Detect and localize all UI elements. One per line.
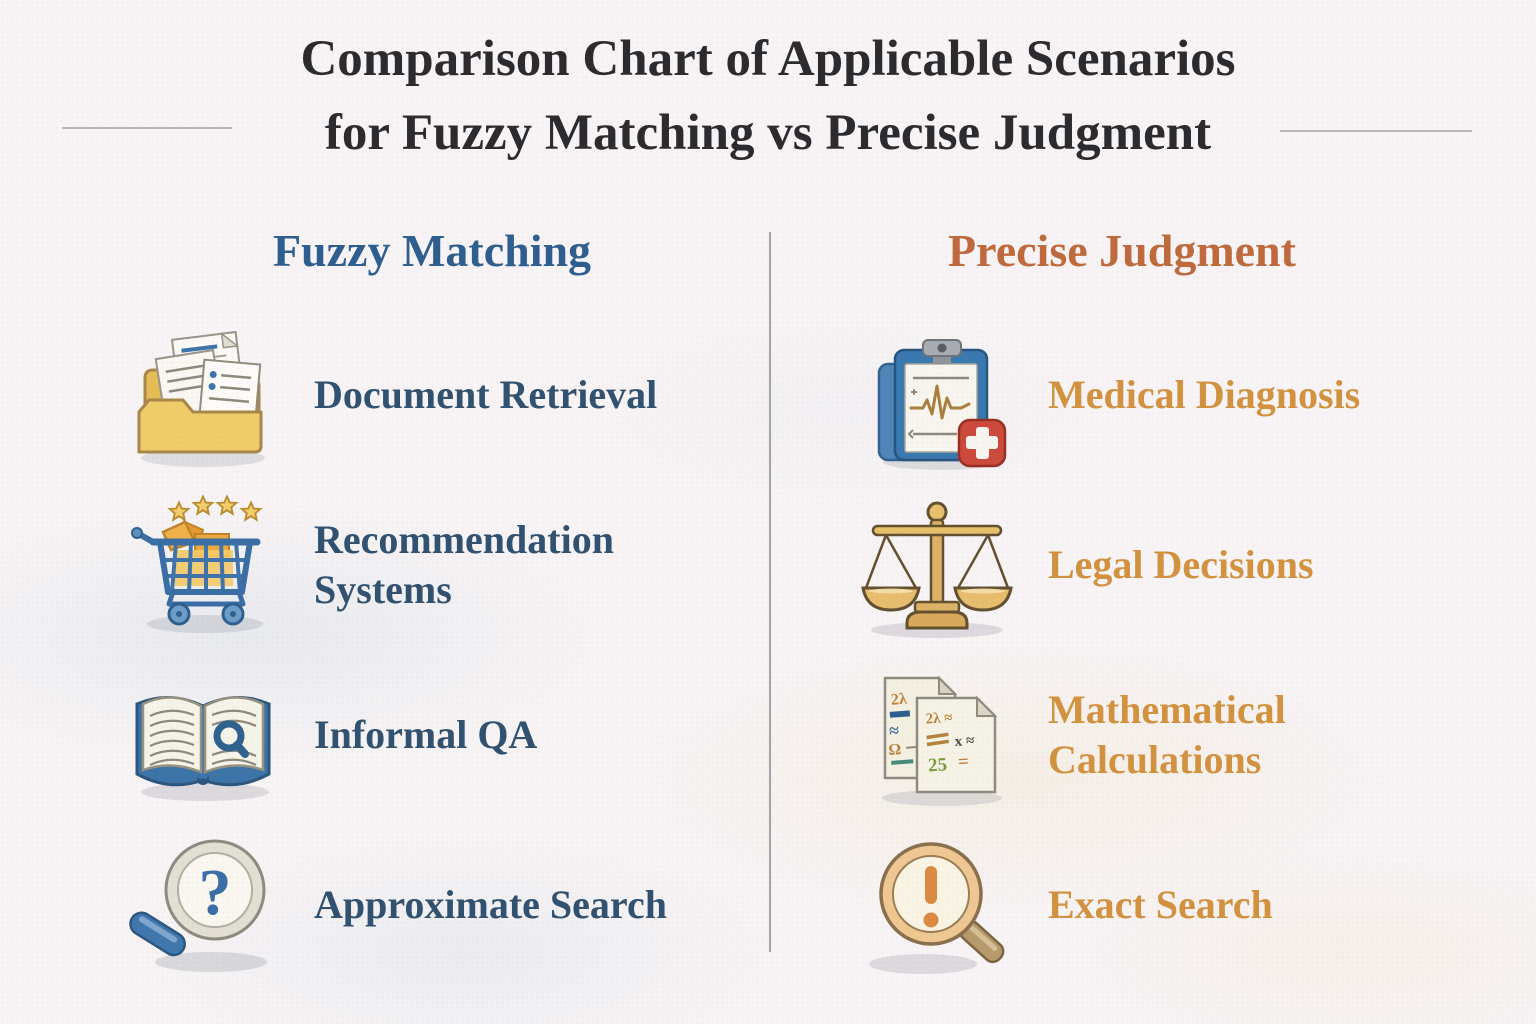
row-approximate-search: [40, 820, 740, 990]
svg-text:=: =: [957, 751, 970, 773]
scenario-label-approximate-search: Approximate Search: [314, 882, 667, 927]
row-legal-decisions: [800, 480, 1500, 650]
precise-judgment-column: [800, 218, 1500, 990]
fuzzy-matching-column: [40, 218, 740, 990]
svg-text:?: ?: [198, 856, 232, 929]
scenario-label-medical-diagnosis: Medical Diagnosis: [1048, 372, 1361, 417]
row-informal-qa: [40, 650, 740, 820]
page-title-line1: Comparison Chart of Applicable Scenarios: [300, 31, 1236, 87]
title-rule-left: [62, 127, 232, 129]
scenario-label-document-retrieval: Document Retrieval: [314, 372, 658, 417]
row-medical-diagnosis: [800, 310, 1500, 480]
svg-text:2λ ≈: 2λ ≈: [925, 710, 953, 728]
scenario-label-exact-search: Exact Search: [1048, 882, 1273, 927]
row-exact-search: [800, 820, 1500, 990]
svg-text:Ω: Ω: [887, 741, 902, 759]
scenario-label-legal-decisions: Legal Decisions: [1048, 542, 1314, 587]
svg-text:2λ: 2λ: [890, 690, 908, 709]
svg-text:x ≈: x ≈: [954, 732, 975, 750]
math-papers-icon: [842, 660, 1032, 810]
folder-documents-icon: [108, 320, 298, 470]
column-divider: [769, 232, 771, 952]
row-recommendation-systems: [40, 480, 740, 650]
magnifier-question-icon: [108, 830, 298, 980]
magnifier-exclamation-icon: [842, 830, 1032, 980]
scenario-label-recommendation-systems: Recommendation Systems: [314, 517, 614, 612]
row-mathematical-calculations: [800, 650, 1500, 820]
row-document-retrieval: [40, 310, 740, 480]
medical-clipboard-icon: [842, 320, 1032, 470]
shopping-cart-stars-icon: [108, 490, 298, 640]
svg-text:≈: ≈: [888, 720, 900, 741]
balance-scale-icon: [842, 490, 1032, 640]
svg-text:25: 25: [927, 754, 948, 777]
open-book-search-icon: [108, 660, 298, 810]
scenario-label-informal-qa: Informal QA: [314, 712, 538, 757]
page-title-line2: for Fuzzy Matching vs Precise Judgment: [324, 105, 1212, 161]
title-rule-right: [1280, 130, 1472, 132]
scenario-label-mathematical-calculations: Mathematical Calculations: [1048, 687, 1286, 782]
precise-judgment-heading: Precise Judgment: [948, 225, 1296, 276]
fuzzy-matching-heading: Fuzzy Matching: [272, 225, 592, 276]
